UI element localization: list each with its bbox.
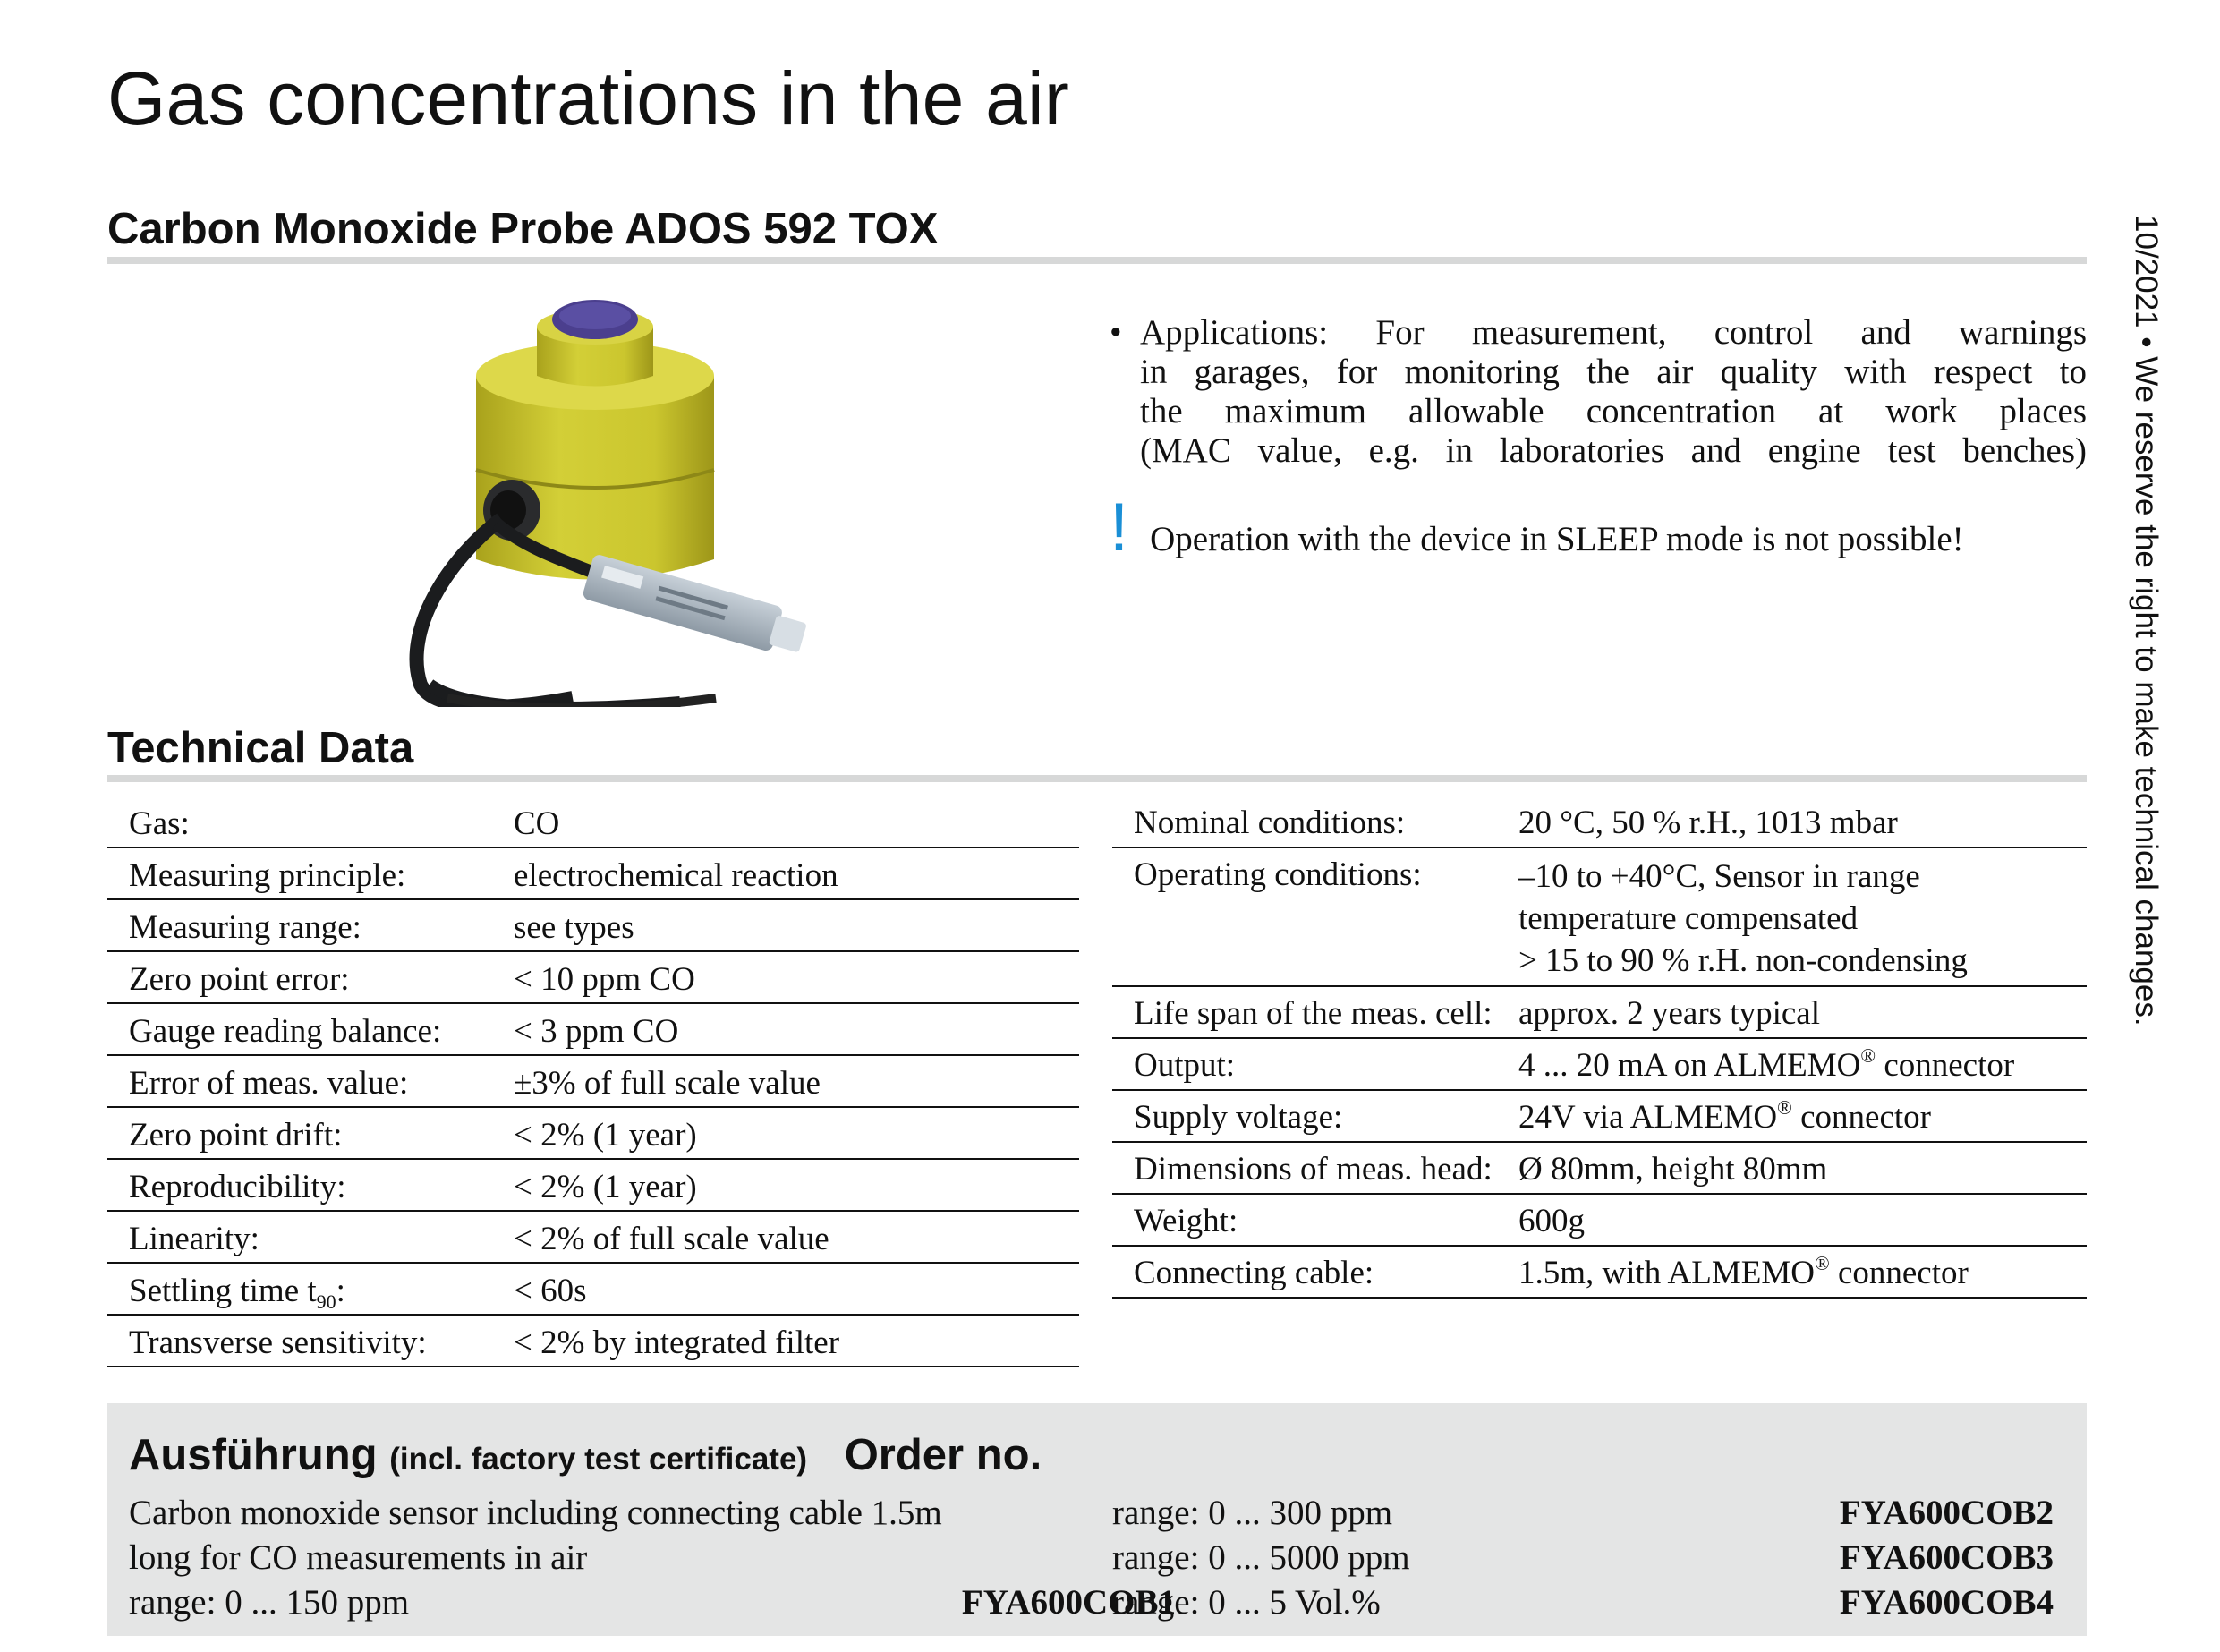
tech-row: Zero point error: < 10 ppm CO bbox=[107, 952, 1079, 1004]
almemo-plug bbox=[582, 553, 810, 660]
tech-table-left bbox=[107, 796, 1079, 1367]
tech-table-right bbox=[1112, 796, 2087, 1299]
tech-row: Linearity: < 2% of full scale value bbox=[107, 1212, 1079, 1264]
tech-row: Output: 4 ... 20 mA on ALMEMO® connector bbox=[1112, 1039, 2087, 1091]
order-box bbox=[107, 1403, 2087, 1636]
tech-title-rule bbox=[107, 775, 2087, 782]
order-code: FYA600COB4 bbox=[1839, 1583, 2054, 1622]
applications-line: Applications: For measurement, control and warnings bbox=[1140, 313, 2087, 352]
order-heading: Ausführung (incl. factory test certificate) Order no. bbox=[129, 1431, 1042, 1479]
tech-row: Measuring principle: electrochemical reaction bbox=[107, 848, 1079, 900]
probe-image bbox=[394, 291, 814, 707]
order-description-line: long for CO measurements in air bbox=[129, 1538, 588, 1577]
product-title-rule bbox=[107, 257, 2087, 264]
warning-note bbox=[1110, 490, 1964, 566]
order-range: range: 0 ... 300 ppm bbox=[1112, 1494, 1393, 1532]
tech-row: Supply voltage: 24V via ALMEMO® connector bbox=[1112, 1091, 2087, 1143]
applications-line: the maximum allowable concentration at work places bbox=[1140, 392, 2087, 430]
tech-row: Settling time $t_{90}$: < 60s bbox=[107, 1264, 1079, 1316]
applications-line: in garages, for monitoring the air quality with respect to bbox=[1140, 353, 2087, 391]
tech-row: Operating conditions: –10 to +40°C, Sensor in range temperature compensated > 15 to 90 % r.H. non-condensing bbox=[1112, 848, 2087, 987]
applications-line: (MAC value, e.g. in laboratories and engine test benches) bbox=[1140, 431, 2087, 470]
tech-title: Technical Data bbox=[107, 724, 414, 772]
product-title: Carbon Monoxide Probe ADOS 592 TOX bbox=[107, 205, 939, 253]
tech-row: Zero point drift: < 2% (1 year) bbox=[107, 1108, 1079, 1160]
warning-icon: ! bbox=[1110, 490, 1129, 566]
side-note: 10/2021 • We reserve the right to make technical changes. bbox=[2129, 215, 2164, 1026]
tech-row: Gauge reading balance: < 3 ppm CO bbox=[107, 1004, 1079, 1056]
tech-row: Connecting cable: 1.5m, with ALMEMO® connector bbox=[1112, 1247, 2087, 1299]
order-range: range: 0 ... 150 ppm bbox=[129, 1583, 410, 1622]
order-range: range: 0 ... 5 Vol.% bbox=[1112, 1583, 1381, 1622]
tech-row: Nominal conditions: 20 °C, 50 % r.H., 1013 mbar bbox=[1112, 796, 2087, 848]
tech-row: Transverse sensitivity: < 2% by integrated filter bbox=[107, 1316, 1079, 1367]
order-code: FYA600COB1 bbox=[961, 1583, 1176, 1622]
tech-row: Weight: 600g bbox=[1112, 1195, 2087, 1247]
order-code: FYA600COB3 bbox=[1839, 1538, 2054, 1577]
applications-block bbox=[1110, 313, 2087, 471]
page-title: Gas concentrations in the air bbox=[107, 56, 1070, 141]
tech-row: Life span of the meas. cell: approx. 2 years typical bbox=[1112, 987, 2087, 1039]
order-range: range: 0 ... 5000 ppm bbox=[1112, 1538, 1410, 1577]
tech-row: Reproducibility: < 2% (1 year) bbox=[107, 1160, 1079, 1212]
tech-row: Gas: CO bbox=[107, 796, 1079, 848]
tech-row: Dimensions of meas. head: Ø 80mm, height 80mm bbox=[1112, 1143, 2087, 1195]
tech-row: Measuring range: see types bbox=[107, 900, 1079, 952]
warning-text: Operation with the device in SLEEP mode is not possible! bbox=[1150, 520, 1964, 558]
order-code: FYA600COB2 bbox=[1839, 1494, 2054, 1532]
tech-row: Error of meas. value: ±3% of full scale value bbox=[107, 1056, 1079, 1108]
order-description-line: Carbon monoxide sensor including connecting cable 1.5m bbox=[129, 1494, 942, 1532]
bullet: • bbox=[1110, 313, 1122, 352]
